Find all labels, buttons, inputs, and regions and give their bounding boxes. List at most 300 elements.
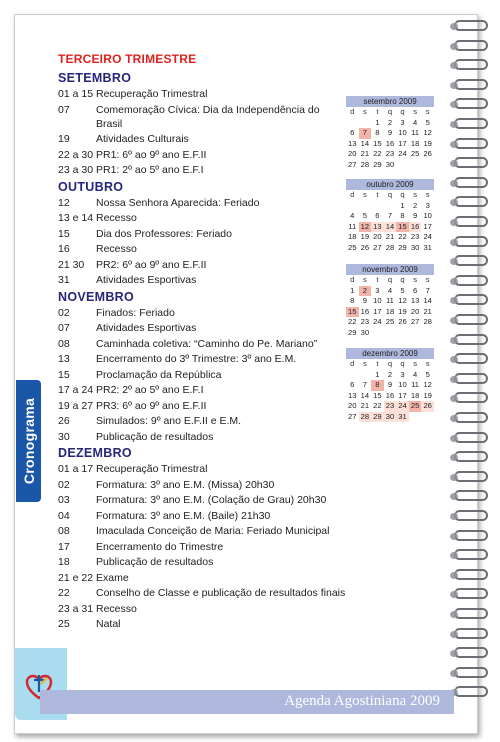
calendar-day: 24 bbox=[398, 149, 407, 158]
event-row bbox=[58, 493, 348, 507]
ring-loop bbox=[454, 157, 488, 168]
ring-loop bbox=[454, 549, 488, 560]
calendar-day: 18 bbox=[348, 232, 357, 241]
calendar-day bbox=[409, 160, 422, 171]
event-date: 15 bbox=[58, 227, 70, 240]
calendar-day: 8 bbox=[371, 380, 384, 391]
event-date: 19 bbox=[58, 133, 70, 145]
event-description: PR2: 6º ao 9º ano E.F.II bbox=[96, 258, 207, 271]
calendar-day: 6 bbox=[412, 285, 418, 295]
event-description: Atividades Esportivas bbox=[96, 274, 197, 286]
spiral-ring bbox=[448, 334, 492, 347]
event-row bbox=[58, 540, 348, 554]
calendar-day: 6 bbox=[375, 211, 380, 220]
event-date: 22 a 30 bbox=[58, 148, 94, 161]
calendar-day: 26 bbox=[421, 401, 434, 412]
calendar-day: 4 bbox=[350, 211, 355, 220]
calendar-day: 9 bbox=[387, 380, 393, 389]
event-row bbox=[58, 148, 348, 162]
event-description: Comemoração Cívica: Dia da Independência do Brasil bbox=[96, 103, 320, 130]
calendar-day: 4 bbox=[412, 369, 418, 379]
calendar-day: 29 bbox=[398, 242, 407, 252]
calendar-day: 1 bbox=[375, 369, 380, 379]
weekday-label: s bbox=[425, 190, 430, 199]
weekday-label: s bbox=[362, 107, 367, 116]
event-description: Atividades Esportivas bbox=[96, 322, 197, 334]
weekday-label: s bbox=[425, 107, 430, 116]
calendar-day: 17 bbox=[423, 221, 432, 231]
ring-loop bbox=[454, 510, 488, 521]
calendar-day bbox=[359, 370, 372, 381]
ring-loop bbox=[454, 432, 488, 443]
trimester-title: TERCEIRO TRIMESTRE bbox=[58, 52, 197, 66]
mini-calendar bbox=[346, 179, 434, 253]
weekday-label: s bbox=[413, 107, 417, 116]
event-row bbox=[58, 414, 348, 428]
calendar-day: 11 bbox=[348, 221, 357, 231]
calendar-day: 12 bbox=[423, 128, 432, 137]
event-date: 02 bbox=[58, 478, 70, 491]
calendar-day: 22 bbox=[373, 149, 382, 158]
event-description: PR3: 6º ao 9º ano E.F.II bbox=[96, 399, 207, 412]
calendar-day: 19 bbox=[423, 390, 432, 400]
calendar-day: 30 bbox=[385, 159, 395, 169]
event-description: PR2: 2º ao 5º ano E.F.I bbox=[96, 384, 204, 396]
calendar-day: 11 bbox=[411, 128, 420, 137]
calendar-day: 1 bbox=[350, 285, 355, 295]
calendar-day: 7 bbox=[362, 380, 367, 389]
ring-loop bbox=[454, 216, 488, 227]
calendar-day: 30 bbox=[410, 242, 420, 252]
calendar-day: 4 bbox=[412, 117, 418, 127]
weekday-label: q bbox=[387, 275, 393, 284]
spiral-ring bbox=[448, 412, 492, 425]
calendar-day: 20 bbox=[373, 232, 382, 241]
event-date: 23 a 30 bbox=[58, 164, 94, 176]
calendar-day: 23 bbox=[385, 149, 395, 158]
event-row bbox=[58, 242, 348, 256]
side-tab-label: Cronograma bbox=[20, 397, 37, 485]
calendar-day: 10 bbox=[423, 211, 432, 220]
calendar-day: 13 bbox=[371, 222, 384, 233]
ring-loop bbox=[454, 255, 488, 266]
event-row bbox=[58, 196, 348, 210]
ring-loop bbox=[454, 20, 488, 31]
ring-loop bbox=[454, 628, 488, 639]
calendar-day: 8 bbox=[400, 211, 405, 220]
ring-loop bbox=[454, 647, 488, 658]
calendar-day: 17 bbox=[398, 138, 407, 148]
spiral-ring bbox=[448, 490, 492, 503]
footer-title: Agenda Agostiniana 2009 bbox=[284, 693, 440, 709]
calendar-month-title: novembro 2009 bbox=[346, 264, 434, 275]
calendar-day: 22 bbox=[373, 401, 382, 410]
weekday-label: q bbox=[387, 359, 393, 368]
mini-calendar bbox=[346, 264, 434, 338]
event-description: Recesso bbox=[96, 243, 137, 255]
event-date: 22 bbox=[58, 587, 70, 599]
weekday-label: s bbox=[425, 359, 430, 368]
event-row bbox=[58, 306, 348, 320]
ring-loop bbox=[454, 79, 488, 90]
event-date: 04 bbox=[58, 509, 70, 522]
calendar-day: 14 bbox=[360, 390, 370, 400]
calendar-day: 12 bbox=[398, 296, 407, 305]
calendar-day: 8 bbox=[350, 296, 355, 305]
spiral-ring bbox=[448, 314, 492, 327]
calendar-day: 28 bbox=[359, 412, 372, 423]
calendar-day bbox=[371, 201, 384, 212]
spiral-ring bbox=[448, 667, 492, 680]
calendar-day: 24 bbox=[373, 317, 382, 326]
event-row bbox=[58, 524, 348, 538]
ring-loop bbox=[454, 353, 488, 364]
event-description: Encerramento do Trimestre bbox=[96, 540, 224, 553]
event-date: 21 30 bbox=[58, 258, 85, 271]
calendar-day: 21 bbox=[360, 401, 370, 410]
calendar-day: 28 bbox=[423, 317, 432, 326]
ring-loop bbox=[454, 334, 488, 345]
mini-calendar bbox=[346, 348, 434, 422]
event-description: Finados: Feriado bbox=[96, 306, 175, 319]
calendar-day: 18 bbox=[410, 138, 420, 148]
calendar-day: 24 bbox=[396, 401, 409, 412]
event-description: Conselho de Classe e publicação de resultados finais bbox=[96, 587, 346, 599]
side-tab[interactable] bbox=[16, 380, 41, 502]
event-row bbox=[58, 462, 348, 476]
calendar-day: 2 bbox=[387, 369, 393, 379]
calendar-day bbox=[346, 118, 359, 129]
calendar-day: 13 bbox=[410, 296, 420, 305]
calendar-day: 7 bbox=[425, 285, 430, 295]
weekday-label: q bbox=[387, 190, 393, 199]
calendar-day: 5 bbox=[425, 117, 430, 127]
spiral-ring bbox=[448, 471, 492, 484]
calendar-day: 18 bbox=[410, 390, 420, 400]
calendar-day: 23 bbox=[410, 232, 420, 241]
weekday-label: s bbox=[413, 275, 417, 284]
spiral-ring bbox=[448, 177, 492, 190]
ring-loop bbox=[454, 569, 488, 580]
mini-calendar bbox=[346, 96, 434, 170]
weekday-label: d bbox=[350, 359, 355, 368]
spiral-ring bbox=[448, 20, 492, 33]
weekday-label: s bbox=[413, 359, 417, 368]
weekday-label: s bbox=[362, 359, 367, 368]
spiral-ring bbox=[448, 569, 492, 582]
calendar-day: 16 bbox=[385, 138, 395, 148]
weekday-label: q bbox=[400, 107, 405, 116]
calendar-day: 13 bbox=[348, 390, 357, 400]
calendar-day bbox=[421, 412, 434, 423]
event-description: Formatura: 3º ano E.M. (Missa) 20h30 bbox=[96, 478, 275, 491]
event-row bbox=[58, 430, 348, 444]
calendar-day: 15 bbox=[396, 222, 409, 233]
event-row bbox=[58, 321, 348, 335]
ring-loop bbox=[454, 118, 488, 129]
ring-loop bbox=[454, 667, 488, 678]
event-date: 08 bbox=[58, 337, 70, 350]
calendar-month-title: dezembro 2009 bbox=[346, 348, 434, 359]
calendar-day: 28 bbox=[385, 242, 395, 252]
calendar-day: 30 bbox=[360, 327, 370, 337]
ring-loop bbox=[454, 294, 488, 305]
calendar-day: 11 bbox=[386, 296, 394, 305]
calendar-day: 2 bbox=[387, 117, 393, 127]
calendar-day bbox=[359, 118, 372, 129]
spiral-ring bbox=[448, 549, 492, 562]
calendar-day: 9 bbox=[387, 128, 393, 137]
calendar-day bbox=[409, 328, 422, 339]
event-date: 17 bbox=[58, 540, 70, 553]
calendar-day: 6 bbox=[350, 128, 355, 137]
event-row bbox=[58, 87, 348, 101]
calendar-day: 16 bbox=[409, 222, 422, 233]
calendar-day: 15 bbox=[373, 390, 382, 400]
event-date: 25 bbox=[58, 618, 70, 630]
calendar-day: 29 bbox=[371, 412, 384, 423]
spiral-ring bbox=[448, 138, 492, 151]
event-date: 01 a 17 bbox=[58, 463, 94, 475]
ring-loop bbox=[454, 275, 488, 286]
ring-loop bbox=[454, 471, 488, 482]
month-heading: SETEMBRO bbox=[58, 71, 132, 85]
event-description: Encerramento do 3º Trimestre: 3º ano E.M. bbox=[96, 353, 297, 365]
footer-band bbox=[40, 690, 454, 714]
calendar-day: 10 bbox=[398, 128, 407, 137]
event-row bbox=[58, 478, 348, 492]
calendar-day: 20 bbox=[410, 306, 420, 316]
event-date: 21 e 22 bbox=[58, 571, 94, 584]
calendar-day bbox=[384, 201, 397, 212]
calendar-day: 3 bbox=[400, 117, 405, 127]
spiral-ring bbox=[448, 373, 492, 386]
ring-loop bbox=[454, 451, 488, 462]
spiral-ring bbox=[448, 196, 492, 209]
event-description: Simulados: 9º ano E.F.II e E.M. bbox=[96, 415, 242, 427]
ring-loop bbox=[454, 373, 488, 384]
calendar-day: 31 bbox=[396, 412, 409, 423]
event-date: 07 bbox=[58, 103, 70, 116]
ring-loop bbox=[454, 59, 488, 70]
calendar-day: 19 bbox=[423, 138, 432, 148]
weekday-label: q bbox=[400, 275, 405, 284]
event-description: Imaculada Conceição de Maria: Feriado Municipal bbox=[96, 525, 330, 537]
calendar-day: 21 bbox=[360, 149, 370, 158]
calendar-day: 1 bbox=[400, 200, 405, 210]
event-description: Proclamação da República bbox=[96, 368, 222, 381]
spiral-ring bbox=[448, 510, 492, 523]
ring-loop bbox=[454, 412, 488, 423]
month-heading: OUTUBRO bbox=[58, 179, 124, 194]
event-description: Publicação de resultados bbox=[96, 556, 214, 568]
event-date: 19 a 27 bbox=[58, 399, 94, 412]
calendar-day: 26 bbox=[398, 317, 407, 326]
event-row bbox=[58, 227, 348, 241]
event-date: 07 bbox=[58, 322, 70, 334]
event-description: Nossa Senhora Aparecida: Feriado bbox=[96, 196, 260, 209]
calendar-day: 20 bbox=[348, 401, 357, 410]
event-description: Recesso bbox=[96, 212, 137, 224]
calendar-day: 5 bbox=[400, 285, 405, 295]
ring-loop bbox=[454, 177, 488, 188]
event-description: Formatura: 3º ano E.M. (Baile) 21h30 bbox=[96, 509, 271, 522]
weekday-label: t bbox=[376, 190, 379, 199]
calendar-day: 30 bbox=[384, 412, 397, 423]
event-date: 03 bbox=[58, 494, 70, 506]
ring-loop bbox=[454, 686, 488, 697]
event-date: 02 bbox=[58, 306, 70, 319]
calendar-day: 7 bbox=[359, 128, 372, 139]
spiral-ring bbox=[448, 451, 492, 464]
event-description: PR1: 2º ao 5º ano E.F.I bbox=[96, 164, 204, 176]
event-row bbox=[58, 132, 348, 146]
spiral-ring bbox=[448, 294, 492, 307]
spiral-ring bbox=[448, 432, 492, 445]
weekday-label: s bbox=[362, 275, 367, 284]
ring-loop bbox=[454, 196, 488, 207]
event-date: 16 bbox=[58, 243, 70, 255]
spiral-ring bbox=[448, 118, 492, 131]
calendar-day: 23 bbox=[360, 317, 370, 326]
event-description: Caminhada coletiva: “Caminho do Pe. Mariano” bbox=[96, 337, 318, 350]
calendar-day: 4 bbox=[387, 285, 393, 295]
calendar-day: 9 bbox=[362, 296, 367, 305]
event-date: 30 bbox=[58, 430, 70, 443]
calendar-day: 16 bbox=[360, 306, 370, 316]
calendar-day: 25 bbox=[409, 401, 422, 412]
calendar-day bbox=[346, 370, 359, 381]
event-row bbox=[58, 509, 348, 523]
spiral-ring bbox=[448, 392, 492, 405]
spiral-ring bbox=[448, 530, 492, 543]
event-row bbox=[58, 586, 348, 600]
calendar-day bbox=[384, 328, 397, 339]
calendar-day: 27 bbox=[373, 242, 382, 252]
spiral-ring bbox=[448, 608, 492, 621]
event-description: Natal bbox=[96, 618, 121, 630]
event-description: Dia dos Professores: Feriado bbox=[96, 227, 232, 240]
ring-loop bbox=[454, 98, 488, 109]
spiral-ring bbox=[448, 79, 492, 92]
calendar-day: 13 bbox=[348, 138, 357, 148]
event-description: Recesso bbox=[96, 602, 137, 615]
calendar-day: 3 bbox=[400, 369, 405, 379]
calendar-day: 25 bbox=[410, 149, 420, 158]
spiral-binding bbox=[448, 20, 500, 720]
calendar-day: 17 bbox=[398, 390, 407, 400]
spiral-ring bbox=[448, 98, 492, 111]
spiral-ring bbox=[448, 236, 492, 249]
event-row bbox=[58, 103, 348, 131]
spiral-ring bbox=[448, 275, 492, 288]
event-description: PR1: 6º ao 9º ano E.F.II bbox=[96, 148, 207, 161]
calendar-day: 18 bbox=[385, 306, 395, 316]
event-row bbox=[58, 399, 348, 413]
event-description: Atividades Culturais bbox=[96, 133, 189, 145]
calendar-day: 26 bbox=[423, 149, 432, 158]
calendar-day: 29 bbox=[373, 159, 382, 169]
calendar-day: 10 bbox=[373, 296, 382, 305]
weekday-label: s bbox=[425, 275, 430, 284]
calendar-day: 31 bbox=[423, 242, 432, 252]
weekday-label: s bbox=[413, 190, 417, 199]
event-date: 17 a 24 bbox=[58, 384, 94, 396]
calendar-day bbox=[396, 160, 409, 171]
calendar-day bbox=[371, 328, 384, 339]
calendar-day: 25 bbox=[348, 242, 357, 252]
event-date: 23 a 31 bbox=[58, 602, 94, 615]
calendar-day: 1 bbox=[375, 117, 380, 127]
event-date: 13 e 14 bbox=[58, 212, 94, 224]
event-date: 15 bbox=[58, 368, 70, 381]
spiral-ring bbox=[448, 59, 492, 72]
calendar-day: 28 bbox=[360, 159, 370, 169]
calendar-day: 17 bbox=[373, 306, 382, 316]
ring-loop bbox=[454, 490, 488, 501]
calendar-day bbox=[421, 160, 434, 171]
calendar-day: 15 bbox=[373, 138, 382, 148]
calendar-day bbox=[359, 201, 372, 212]
weekday-label: q bbox=[400, 190, 405, 199]
ring-loop bbox=[454, 314, 488, 325]
calendar-day: 8 bbox=[375, 128, 380, 137]
month-heading: DEZEMBRO bbox=[58, 446, 132, 460]
weekday-label: d bbox=[350, 275, 355, 284]
event-row bbox=[58, 571, 348, 585]
calendar-day: 23 bbox=[384, 401, 397, 412]
spiral-ring bbox=[448, 588, 492, 601]
calendar-day: 21 bbox=[423, 306, 432, 316]
calendar-day: 24 bbox=[423, 232, 432, 241]
ring-loop bbox=[454, 392, 488, 403]
event-description: Recuperação Trimestral bbox=[96, 463, 208, 475]
calendar-day: 25 bbox=[385, 317, 395, 326]
calendar-day: 14 bbox=[423, 296, 432, 305]
calendar-day bbox=[346, 201, 359, 212]
calendar-day: 7 bbox=[387, 211, 393, 220]
calendar-day: 14 bbox=[384, 222, 397, 233]
calendar-month-title: setembro 2009 bbox=[346, 96, 434, 107]
event-description: Formatura: 3º ano E.M. (Colação de Grau) 20h30 bbox=[96, 494, 327, 506]
calendar-day: 22 bbox=[348, 317, 357, 326]
calendar-day: 5 bbox=[362, 211, 367, 220]
ring-loop bbox=[454, 40, 488, 51]
event-row bbox=[58, 617, 348, 631]
spiral-ring bbox=[448, 40, 492, 53]
event-row bbox=[58, 555, 348, 569]
spiral-ring bbox=[448, 647, 492, 660]
weekday-label: t bbox=[376, 275, 379, 284]
ring-loop bbox=[454, 608, 488, 619]
calendar-day: 15 bbox=[346, 307, 359, 318]
event-description: Exame bbox=[96, 571, 129, 584]
event-description: Recuperação Trimestral bbox=[96, 88, 208, 100]
calendar-day: 19 bbox=[398, 306, 407, 316]
spiral-ring bbox=[448, 353, 492, 366]
event-row bbox=[58, 602, 348, 616]
ring-loop bbox=[454, 588, 488, 599]
calendar-day: 27 bbox=[410, 317, 420, 326]
calendar-day: 10 bbox=[398, 380, 407, 389]
spiral-ring bbox=[448, 686, 492, 699]
event-row bbox=[58, 273, 348, 287]
weekday-label: t bbox=[376, 359, 379, 368]
event-row bbox=[58, 258, 348, 272]
calendar-day bbox=[396, 328, 409, 339]
spiral-ring bbox=[448, 255, 492, 268]
event-date: 31 bbox=[58, 274, 70, 286]
